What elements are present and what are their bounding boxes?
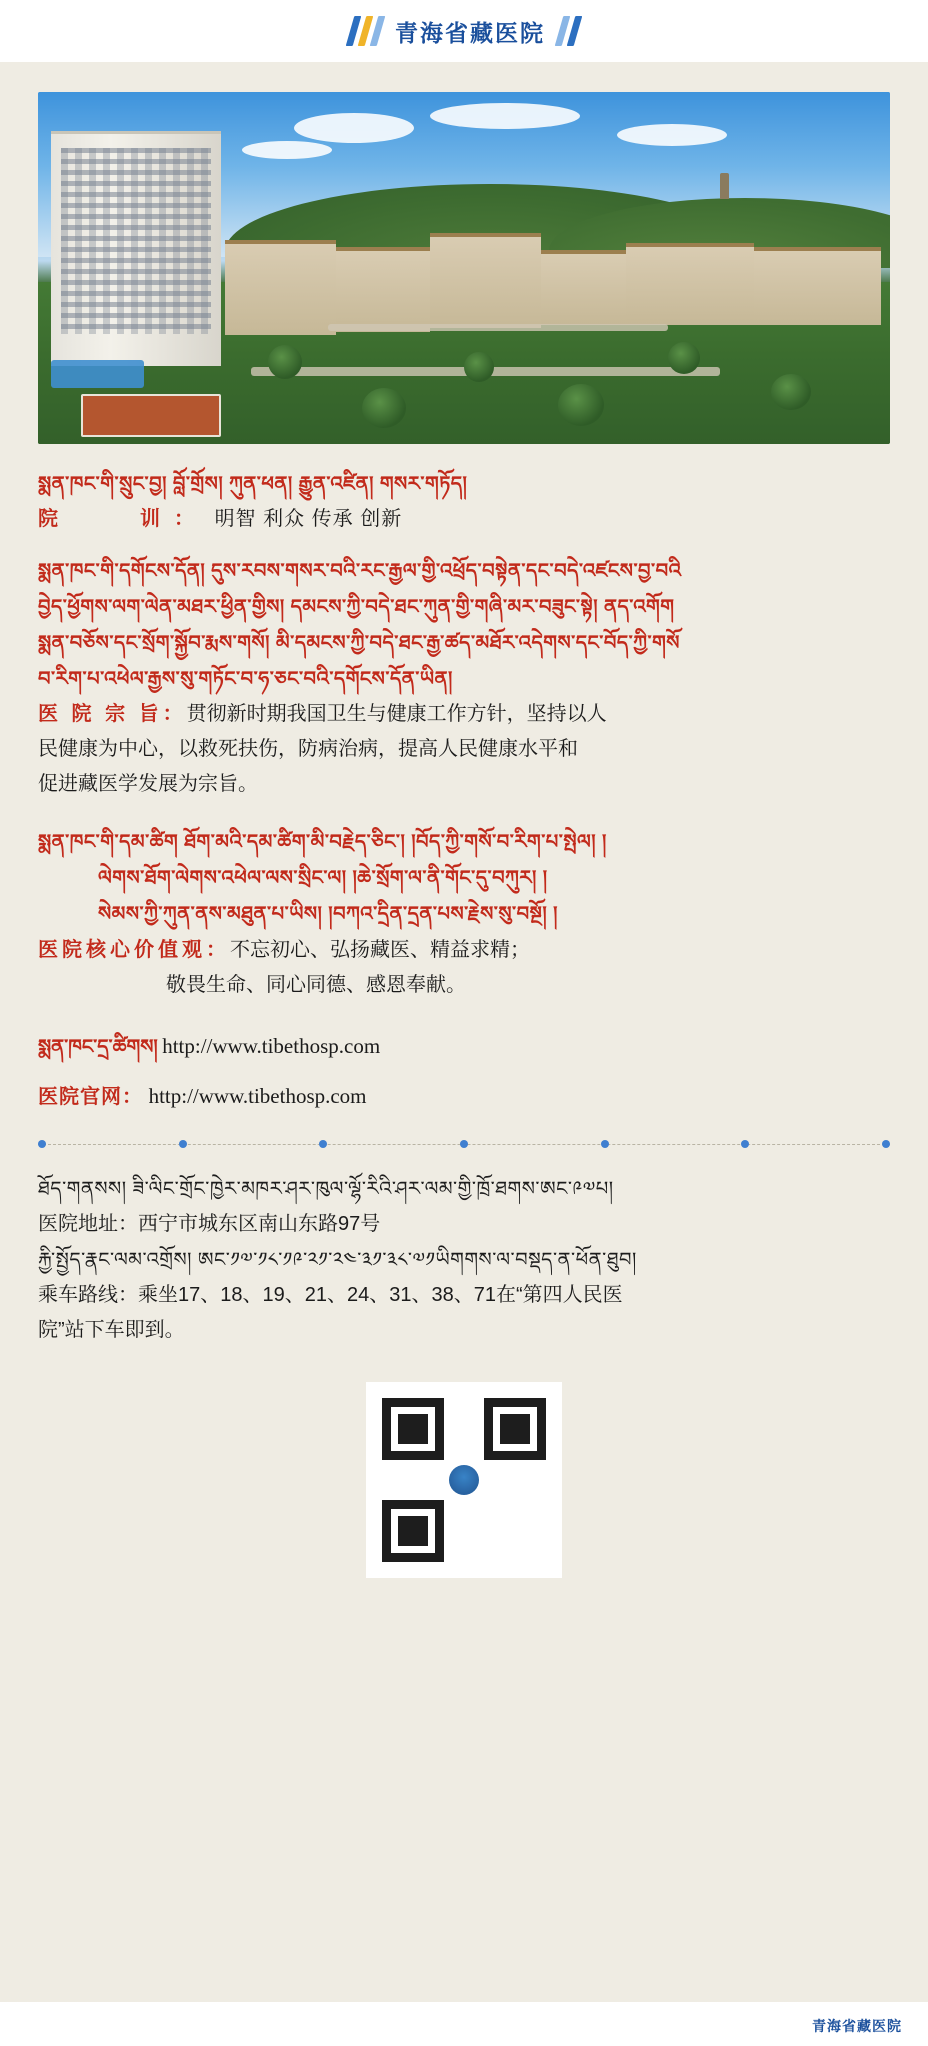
- main-hospital-tower: [51, 131, 221, 366]
- page-header: [0, 0, 928, 62]
- website-tibetan-row: [38, 1025, 890, 1080]
- hilltop-monument: [720, 173, 729, 199]
- cloud-shape: [430, 103, 580, 129]
- address-value-cn: 西宁市城东区南山东路97号: [138, 1212, 381, 1235]
- address-tibetan: ཐོད་གནསས། ཟི་ལིང་གྲོང་ཁྱེར་མཁར་ཤར་ཁུལ་ལྷོ་རིའི་ཤར་ལམ་གྱི་ཁྲོ་ཐགས་ཨང་༩༧པ།: [38, 1177, 614, 1200]
- campus-building: [541, 250, 626, 324]
- tree: [771, 374, 811, 410]
- values-value-cn-line: 敬畏生命、同心同德、感恩奉献。: [166, 973, 466, 996]
- divider-dot: [882, 1140, 890, 1148]
- website-tibetan-label: སྨན་ཁང་དྲ་ཚིགས།: [38, 1035, 158, 1058]
- values-tibetan-line: སྨན་ཁང་གི་དམ་ཚིག ཐོག་མའི་དམ་ཚིག་མི་བརྗེད་ཅིང་། །བོད་ཀྱི་གསོ་བ་རིག་པ་སྤེལ། །: [38, 831, 607, 854]
- website-block: [38, 1025, 890, 1109]
- values-tibetan-line: ལེགས་ཐོག་ལེགས་འཕེལ་ལས་སྲིང་ལ། །ཆེ་སྲོག་ལ་ནི་གོང་དུ་བཀུར། །: [98, 867, 548, 890]
- divider-dot: [38, 1140, 46, 1148]
- website-url-cn[interactable]: http://www.tibethosp.com: [148, 1083, 367, 1108]
- motto-label-cn: 院 训：: [38, 508, 208, 531]
- qr-pattern: [376, 1392, 552, 1568]
- values-tibetan-line: སེམས་ཀྱི་ཀུན་ནས་མཐུན་པ་ཡིས། །བཀའ་དྲིན་དྲན་པས་རྗེས་སུ་བསྔོ། །: [98, 903, 558, 926]
- divider-dots: [38, 1135, 890, 1153]
- motto-value-cn: 明智 利众 传承 创新: [214, 508, 403, 531]
- website-label-cn: 医院官网：: [38, 1085, 143, 1108]
- values-value-cn-line: 不忘初心、弘扬藏医、精益求精；: [230, 938, 530, 961]
- bus-value-cn-line: 乘坐17、18、19、21、24、31、38、71在“第四人民医: [138, 1283, 623, 1306]
- purpose-value-cn-line: 促进藏医学发展为宗旨。: [38, 773, 258, 796]
- cloud-shape: [294, 113, 414, 143]
- divider-dot: [601, 1140, 609, 1148]
- campus-building: [626, 243, 754, 324]
- address-block: [38, 1171, 890, 1242]
- tree: [362, 388, 406, 428]
- hospital-logo-icon: [449, 1465, 479, 1495]
- divider-dot: [319, 1140, 327, 1148]
- garden-path: [328, 324, 669, 331]
- purpose-value-cn-line: 民健康为中心，以救死扶伤，防病治病，提高人民健康水平和: [38, 738, 578, 761]
- purpose-tibetan-line: བྱེད་ཕྱོགས་ལག་ལེན་མཐར་ཕྱིན་གྱིས། དམངས་ཀྱི་བདེ་ཐང་ཀུན་གྱི་གཞི་མར་བཟུང་སྟེ། ནད་འགོག: [38, 596, 675, 619]
- slash-decor-icon: [370, 16, 386, 46]
- campus-building: [754, 247, 882, 325]
- purpose-block: [38, 553, 890, 802]
- slash-decor-icon: [567, 16, 583, 46]
- values-chinese: [38, 933, 890, 1003]
- qr-finder-icon: [484, 1398, 546, 1460]
- purpose-tibetan-line: སྨན་ཁང་གི་དགོངས་དོན། དུས་རབས་གསར་བའི་རང་རྒྱལ་གྱི་འཕྲོད་བསྟེན་དང་བདེ་འཛངས་བྱ་བའི: [38, 560, 682, 583]
- values-label-cn: 医院核心价值观：: [38, 938, 230, 961]
- qr-finder-icon: [382, 1398, 444, 1460]
- bus-chinese: [38, 1278, 890, 1348]
- header-left-slashes: [350, 16, 381, 46]
- purpose-tibetan: [38, 553, 890, 697]
- content-panel: [0, 62, 928, 2002]
- divider-dot: [460, 1140, 468, 1148]
- website-tibetan-url[interactable]: http://www.tibethosp.com: [162, 1033, 381, 1058]
- motto-tibetan: སྨན་ཁང་གི་སྲུང་བྱ། བློ་གྲོས། ཀུན་ཕན། རྒྱུན་འཛིན། གསར་གཏོད།: [38, 473, 468, 495]
- qr-section: [38, 1382, 890, 1578]
- motto-chinese-row: [38, 502, 890, 531]
- bus-label-cn: 乘车路线：: [38, 1283, 138, 1306]
- purpose-value-cn-line: 贯彻新时期我国卫生与健康工作方针，坚持以人: [186, 703, 607, 726]
- address-label-cn: 医院地址：: [38, 1212, 138, 1235]
- purpose-tibetan-line: བ་རིག་པ་འཕེལ་རྒྱས་སུ་གཏོང་བ་ཧ་ཅང་བའི་དགོངས་དོན་ཡིན།: [38, 668, 453, 691]
- bus-value-cn-line: 院”站下车即到。: [38, 1318, 185, 1341]
- hospital-campus-photo: [38, 92, 890, 444]
- qr-center-logo: [443, 1459, 485, 1501]
- section-divider: [38, 1135, 890, 1153]
- campus-building: [430, 233, 541, 329]
- header-right-slashes: [559, 16, 578, 46]
- bus-block: [38, 1242, 890, 1348]
- wechat-qr-code[interactable]: [366, 1382, 562, 1578]
- purpose-tibetan-line: སྨན་བཅོས་དང་སྲོག་སྐྱོབ་རྨས་གསོ། མི་དམངས་ཀྱི་བདེ་ཐང་རྒྱ་ཚད་མཐོར་འདེགས་དང་བོད་ཀྱི་གསོ: [38, 632, 680, 655]
- divider-dot: [741, 1140, 749, 1148]
- tree: [558, 384, 604, 426]
- motto-block: [38, 466, 890, 531]
- purpose-label-cn: 医 院 宗 旨：: [38, 703, 187, 726]
- footer-watermark: 青海省藏医院: [812, 2018, 902, 2034]
- purpose-chinese: [38, 697, 890, 802]
- address-chinese: [38, 1207, 890, 1242]
- divider-dot: [179, 1140, 187, 1148]
- cloud-shape: [617, 124, 727, 146]
- website-chinese-row: [38, 1080, 890, 1109]
- campus-building: [225, 240, 336, 336]
- values-block: [38, 824, 890, 1002]
- qr-finder-icon: [382, 1500, 444, 1562]
- campus-building: [336, 247, 430, 332]
- bus-tibetan: རྐྱི་སྤྱོད་རྣང་ལམ་འགྲོས། ཨང་༡༧༌༡༨༌༡༩༌༢༡༌༢༤༌༣༡༌༣༨༌༧༡ཡིགགས་ལ་བསྡད་ན་ཕོན་ཐུབ།: [38, 1248, 637, 1271]
- page-title: 青海省藏医院: [395, 19, 545, 46]
- values-tibetan: [38, 824, 890, 932]
- sports-court: [81, 394, 221, 437]
- water-feature: [51, 360, 145, 388]
